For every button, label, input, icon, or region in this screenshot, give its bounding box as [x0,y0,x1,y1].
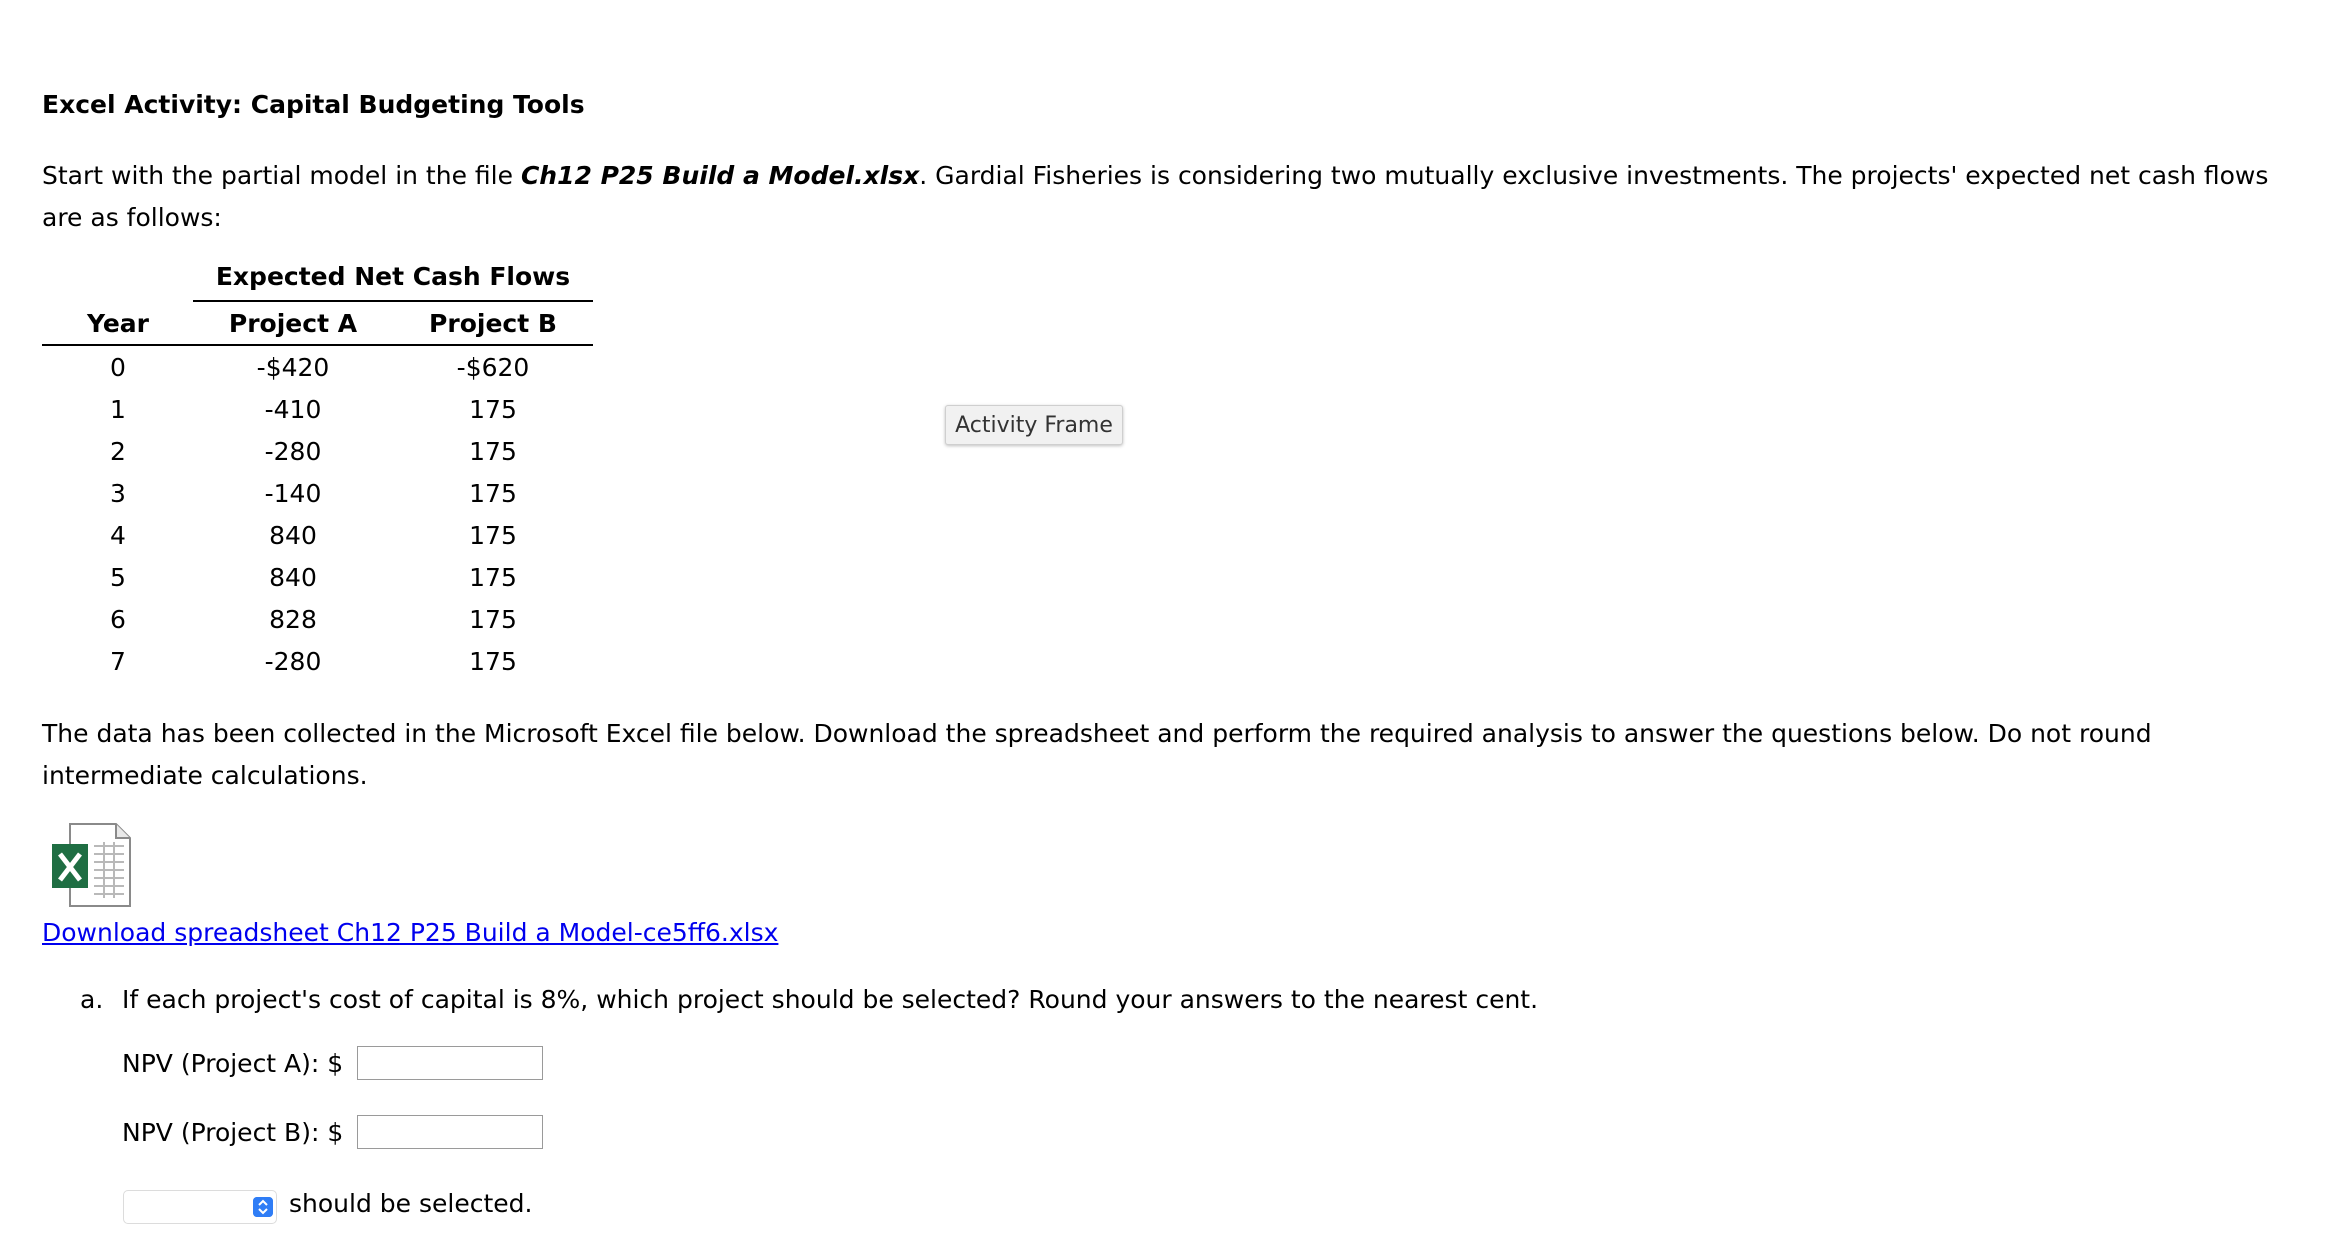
table-cell-project-a: -410 [264,395,322,424]
group-header-rule [193,300,593,302]
header-project-b: Project B [429,309,557,338]
table-cell-project-b: -$620 [456,353,530,382]
header-year: Year [87,309,149,338]
activity-frame-button[interactable]: Activity Frame [945,405,1123,445]
intro-after: . Gardial Fisheries is considering two mutually exclusive investments. The projects' expected net cash flows are as follows: [42,161,2269,232]
table-cell-year: 2 [110,437,126,466]
table-cell-project-a: 840 [269,563,317,592]
table-cell-year: 0 [110,353,126,382]
table-cell-year: 6 [110,605,126,634]
table-cell-project-a: -140 [264,479,322,508]
question-a-text: If each project's cost of capital is 8%, which project should be selected? Round your answers to the nearest cent. [122,985,1539,1014]
table-cell-year: 1 [110,395,126,424]
header-project-a: Project A [228,309,358,338]
table-cell-year: 3 [110,479,126,508]
excel-file-icon [50,822,132,908]
download-spreadsheet-link[interactable]: Download spreadsheet Ch12 P25 Build a Model-ce5ff6.xlsx [42,918,779,947]
npv-project-a-row [122,1046,543,1080]
table-cell-project-b: 175 [469,437,517,466]
table-cell-year: 4 [110,521,126,550]
npv-project-b-input[interactable] [357,1115,543,1149]
table-group-header: Expected Net Cash Flows [215,262,571,291]
instructions-paragraph: The data has been collected in the Microsoft Excel file below. Download the spreadsheet and perform the required analysis to answer the questions below. Do not round intermediate calculations. [42,719,2152,790]
table-cell-project-a: 828 [269,605,317,634]
table-cell-project-a: -$420 [256,353,330,382]
npv-project-a-label: NPV (Project A): $ [122,1048,344,1078]
table-cell-project-a: 840 [269,521,317,550]
table-cell-project-b: 175 [469,605,517,634]
npv-project-a-input[interactable] [357,1046,543,1080]
npv-project-b-label: NPV (Project B): $ [122,1117,344,1147]
page-title: Excel Activity: Capital Budgeting Tools [42,90,585,119]
table-cell-year: 7 [110,647,126,676]
table-cell-project-b: 175 [469,563,517,592]
question-a-label: a. [80,985,104,1014]
select-suffix-text: should be selected. [289,1189,533,1218]
npv-project-b-row [122,1115,543,1149]
table-cell-project-b: 175 [469,395,517,424]
intro-paragraph [42,155,2312,239]
table-cell-project-a: -280 [264,647,322,676]
table-cell-project-b: 175 [469,521,517,550]
table-cell-year: 5 [110,563,126,592]
intro-before: Start with the partial model in the file [42,161,521,190]
table-cell-project-b: 175 [469,647,517,676]
intro-filename: Ch12 P25 Build a Model.xlsx [520,161,920,190]
table-cell-project-b: 175 [469,479,517,508]
project-select-dropdown[interactable] [123,1190,277,1224]
chevron-updown-icon [253,1197,273,1217]
table-cell-project-a: -280 [264,437,322,466]
header-rule [42,344,593,346]
